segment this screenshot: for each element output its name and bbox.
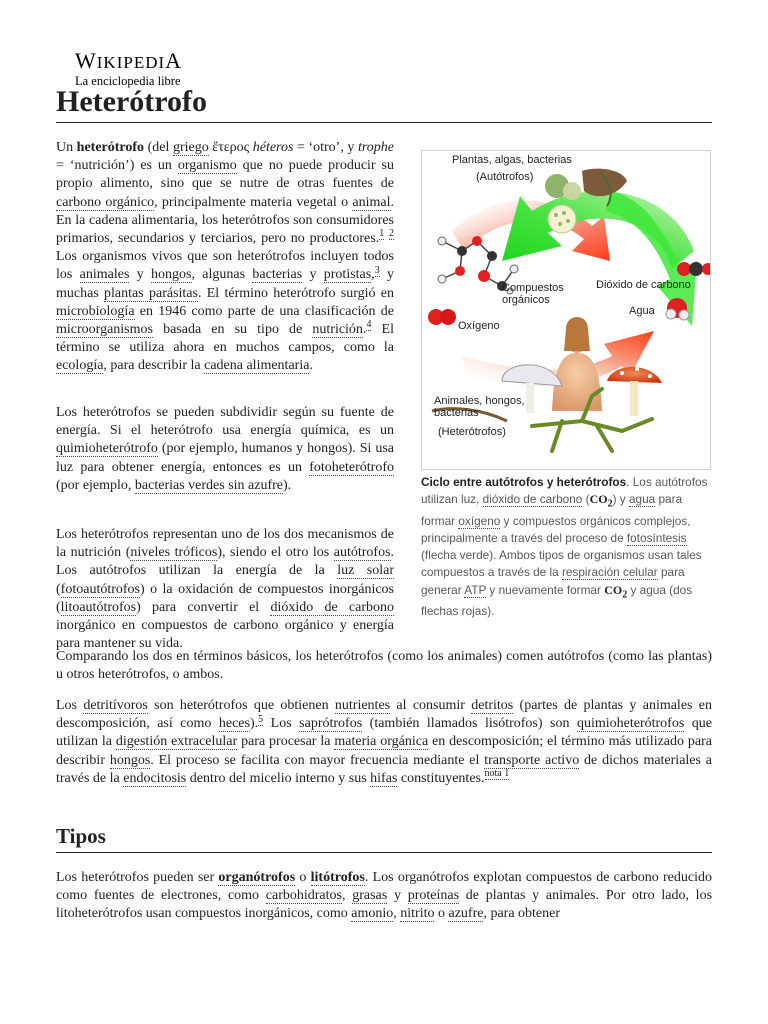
link-detritos[interactable]: detritos <box>471 698 514 713</box>
text: ) o la oxidación de compuestos inorgánicos ( <box>56 581 394 615</box>
text: ) para convertir el <box>136 599 271 615</box>
text: , <box>341 888 353 904</box>
page-title: Heterótrofo <box>56 84 712 123</box>
text: dentro del micelio interno y sus <box>186 770 371 786</box>
label-animals2: bacterias <box>434 407 479 419</box>
term-bold: heterótrofo <box>76 140 145 155</box>
text: inorgánico en compuestos de carbono orgánico y energía para mantener su vida. <box>56 618 394 652</box>
link-agua[interactable]: agua <box>628 492 656 507</box>
link-animal[interactable]: animal <box>352 194 391 210</box>
caption-title: Ciclo entre autótrofos y heterótrofos <box>421 475 627 489</box>
link-litotrofos[interactable]: litótrofos <box>310 870 365 885</box>
logo-wordmark: WIKIPEDIA <box>75 48 183 73</box>
section-heading-tipos: Tipos <box>56 822 712 853</box>
text: Los <box>263 716 300 732</box>
chem-co2 <box>604 582 628 600</box>
link-dioxido-carbono[interactable]: dióxido de carbono <box>482 492 583 507</box>
text: , principalmente materia vegetal o <box>154 194 353 210</box>
link-niveles-troficos[interactable]: niveles tróficos <box>130 545 218 561</box>
link-proteinas[interactable]: proteínas <box>407 888 460 904</box>
oxygen-molecule-icon <box>428 309 456 325</box>
paragraph-mecanismos <box>56 526 394 653</box>
link-luz-solar[interactable]: luz solar <box>337 563 394 579</box>
link-bacterias[interactable]: bacterias <box>252 267 303 283</box>
text: y nuevamente formar <box>486 582 605 597</box>
text: , <box>393 906 401 922</box>
link-fotoheterotrofo[interactable]: fotoheterótrofo <box>309 459 394 475</box>
link-detritivoros[interactable]: detritívoros <box>83 698 148 713</box>
text: Los heterótrofos representan uno de los dos mecanismos de la nutrición ( <box>56 527 394 561</box>
text: y agua (dos flechas rojas). <box>421 582 693 619</box>
text: = ‘otro’, y <box>293 140 358 155</box>
text: (del <box>144 140 173 155</box>
text: que no puede producir su propio alimento, sino que se nutre de otras fuentes de <box>56 158 394 192</box>
text: Comparando los dos en términos básicos, los heterótrofos (como los animales) comen autótrofos (como las plantas) u otros heterótrofos, o ambos. <box>56 649 712 683</box>
link-endocitosis[interactable]: endocitosis <box>123 770 187 786</box>
link-carbono-organico[interactable]: carbono orgánico <box>56 194 155 210</box>
text: son heterótrofos que obtienen <box>147 698 335 713</box>
link-azufre[interactable]: azufre <box>448 906 484 922</box>
text: Los heterótrofos pueden ser <box>56 870 219 885</box>
text: ), siendo el otro los <box>217 545 334 561</box>
label-organic2: orgánicos <box>502 294 550 306</box>
text: constituyentes. <box>397 770 485 786</box>
text: Los heterótrofos se pueden subdividir según su fuente de energía. Si el heterótrofo usa energía química, es un <box>56 405 394 439</box>
text: El término se utiliza ahora en muchos campos, como la <box>56 322 394 356</box>
text-italic: trophe <box>357 140 394 155</box>
link-respiracion-celular[interactable]: respiración celular <box>561 565 658 580</box>
text: . Los organótrofos explotan compuestos de carbono reducido como fuentes de electrones, como <box>56 870 712 904</box>
text: para procesar la <box>237 734 335 750</box>
paragraph-detritivoros <box>56 697 712 788</box>
link-fotoautotrofos[interactable]: fotoautótrofos <box>60 581 140 597</box>
text: , algunas <box>191 267 253 283</box>
text: (por ejemplo, <box>56 477 135 493</box>
text: . En la cadena alimentaria, los heterótrofos son consumidores primarios, secundarios y terciarios, pero no productores. <box>56 194 394 247</box>
link-hifas[interactable]: hifas <box>370 770 398 786</box>
link-organismo[interactable]: organismo <box>177 158 237 174</box>
link-ecologia[interactable]: ecología <box>56 358 104 374</box>
link-atp[interactable]: ATP <box>464 582 487 597</box>
text: ( <box>56 581 61 597</box>
label-autotrophs: (Autótrofos) <box>476 171 534 183</box>
text: o <box>434 906 449 922</box>
link-animales[interactable]: animales <box>79 267 130 283</box>
text: , <box>371 267 375 283</box>
ref-link[interactable]: 2 <box>389 228 395 240</box>
link-autotrofos[interactable]: autótrofos <box>333 545 391 561</box>
text: (por ejemplo, humanos y hongos). Si usa luz para obtener energía, entonces es un <box>56 441 394 475</box>
text: para generar <box>421 565 685 597</box>
text: (también llamados lisótrofos) son <box>362 716 577 732</box>
text: que utilizan la <box>56 716 712 750</box>
link-litoautotrofos[interactable]: litoautótrofos <box>60 599 137 615</box>
text: 2 <box>622 589 628 600</box>
link-grasas[interactable]: grasas <box>352 888 388 904</box>
infobox-figure <box>421 150 711 620</box>
ref-link[interactable]: 1 <box>379 228 385 240</box>
link-materia-organica[interactable]: materia orgánica <box>334 734 429 750</box>
lead-paragraph <box>56 139 394 376</box>
link-quimioheterotrofo[interactable]: quimioheterótrofo <box>56 441 158 457</box>
label-water: Agua <box>629 305 655 317</box>
text: y muchas <box>56 267 395 301</box>
link-amonio[interactable]: amonio <box>351 906 394 922</box>
label-co2: Dióxido de carbono <box>596 279 691 291</box>
text: ( <box>582 492 590 507</box>
link-cadena-alimentaria[interactable]: cadena alimentaria <box>204 358 310 374</box>
text: y <box>302 267 324 283</box>
text: para formar <box>421 492 683 528</box>
wikipedia-logo[interactable] <box>75 50 275 88</box>
plant-leaf-icon <box>582 169 627 197</box>
link-hongos[interactable]: hongos <box>109 752 151 768</box>
text: . Los autótrofos utilizan luz, <box>421 475 708 507</box>
text: (flecha verde). Ambos tipos de organismos usan tales compuestos a través de la <box>421 548 702 580</box>
label-organic: Compuestos <box>502 282 564 294</box>
link-heces[interactable]: heces <box>218 716 250 732</box>
link-nutrientes[interactable]: nutrientes <box>334 698 391 713</box>
text: en descomposición; el término más utilizado para describir <box>56 734 713 768</box>
link-protistas[interactable]: protistas <box>323 267 372 283</box>
link-hongos[interactable]: hongos <box>151 267 192 283</box>
text: de dichos materiales a través de la <box>56 752 712 786</box>
text: basada en su tipo de <box>152 322 313 338</box>
link-microorganismos[interactable]: microorganismos <box>56 322 153 338</box>
logo-tagline: La enciclopedia libre <box>75 74 181 88</box>
text: . Los autótrofos utilizan la energía de la <box>56 545 395 579</box>
label-oxygen: Oxígeno <box>458 320 500 332</box>
text: . <box>309 358 313 374</box>
text: ἕτερος <box>208 140 253 155</box>
figure-caption <box>421 474 709 620</box>
text-italic: héteros <box>252 140 294 155</box>
text: y compuestos orgánicos complejos, principalmente a través del proceso de <box>421 513 691 545</box>
text: o <box>295 870 311 885</box>
ref-link[interactable]: 5 <box>258 713 264 725</box>
link-digestion-extracelular[interactable]: digestión extracelular <box>115 734 238 750</box>
cycle-diagram[interactable] <box>421 150 711 470</box>
text: Los <box>56 698 84 713</box>
text: (partes de plantas y animales en descomposición, así como <box>56 698 713 732</box>
text: ). <box>249 716 259 732</box>
co2-molecule-icon <box>677 262 711 276</box>
link-fotosintesis[interactable]: fotosíntesis <box>626 531 687 545</box>
text: y <box>387 888 408 904</box>
note-link[interactable]: nota 1 <box>484 768 510 780</box>
text: 2 <box>607 498 613 510</box>
paragraph-energia <box>56 404 394 495</box>
ref-link[interactable]: 4 <box>366 319 372 331</box>
link-nitrito[interactable]: nitrito <box>400 906 435 922</box>
chem-co2 <box>589 492 613 510</box>
text: , para obtener <box>483 906 561 922</box>
text: . El proceso se facilita con mayor frecuencia mediante el <box>150 752 485 768</box>
text: ). <box>283 477 292 493</box>
paragraph-comparacion <box>56 648 712 684</box>
text: = ‘nutrición’) es un <box>56 158 178 174</box>
link-transporte-activo[interactable]: transporte activo <box>484 752 580 768</box>
text: y <box>129 267 152 283</box>
link-nutricion[interactable]: nutrición <box>312 322 363 338</box>
link-griego[interactable]: griego <box>172 140 209 155</box>
link-quimioheterotrofos[interactable]: quimioheterótrofos <box>576 716 685 732</box>
text: al consumir <box>390 698 472 713</box>
link-organotrofos[interactable]: organótrofos <box>218 870 296 885</box>
text: de plantas y animales. Por otro lado, los litoheterótrofos usan compuestos inorgánicos, como <box>56 888 713 922</box>
link-saprotrofos[interactable]: saprótrofos <box>299 716 363 732</box>
link-plantas-parasitas[interactable]: plantas parásitas <box>104 285 198 301</box>
text: Los organismos vivos que son heterótrofos incluyen todos los <box>56 249 394 283</box>
text: . El término heterótrofo surgió en <box>197 285 395 301</box>
text: Un <box>56 140 77 155</box>
link-carbohidratos[interactable]: carbohidratos <box>265 888 342 904</box>
text: . <box>362 322 367 338</box>
label-plants: Plantas, algas, bacterias <box>452 154 572 166</box>
label-heterotrophs: (Heterótrofos) <box>438 426 506 438</box>
link-dioxido-carbono[interactable]: dióxido de carbono <box>270 599 394 615</box>
link-oxigeno[interactable]: oxígeno <box>458 513 501 528</box>
text: , para describir la <box>103 358 205 374</box>
paragraph-tipos <box>56 869 712 924</box>
link-microbiologia[interactable]: microbiología <box>56 303 135 319</box>
text: CO <box>589 492 608 507</box>
link-bacterias-verdes[interactable]: bacterias verdes sin azufre <box>134 477 284 493</box>
ref-link[interactable]: 3 <box>374 264 380 276</box>
label-animals: Animales, hongos, <box>434 395 525 407</box>
text: ) y <box>612 492 629 507</box>
text: CO <box>604 582 623 597</box>
text: en 1946 como parte de una clasificación de <box>134 303 394 319</box>
